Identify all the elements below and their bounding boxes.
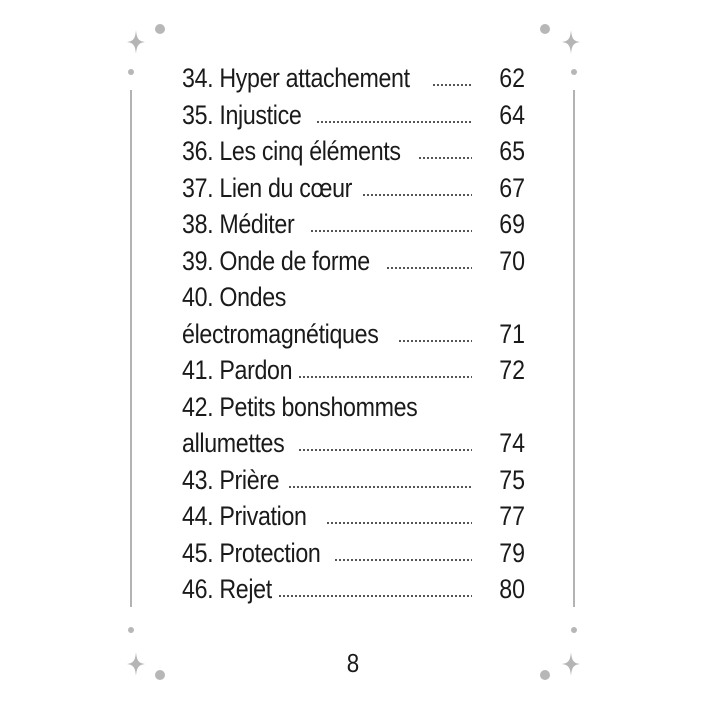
toc-entry: [182, 133, 527, 170]
toc-entry-title: allumettes: [182, 425, 286, 461]
dot-leader: [362, 194, 472, 196]
toc-entry-page: 69: [499, 209, 525, 239]
toc-entry-page: 70: [499, 245, 525, 276]
toc-entry-page: 79: [499, 537, 525, 568]
toc-entry: [182, 498, 527, 535]
right-border-line: [573, 90, 575, 607]
toc-entry: [182, 97, 527, 134]
dot-leader: [278, 595, 472, 597]
toc-entry-title: 35. Injustice: [182, 97, 303, 133]
toc-entry: [182, 60, 527, 97]
toc-entry-title-first-line: 40. Ondes: [182, 279, 288, 315]
dot-leader: [310, 230, 472, 232]
toc-entry-page: 71: [499, 318, 525, 349]
dot-leader: [326, 522, 472, 524]
dot-leader: [334, 559, 472, 561]
toc-entry-title: 37. Lien du cœur: [182, 170, 354, 206]
bottom-left-small-dot: [128, 627, 134, 633]
toc-entry: [182, 425, 527, 462]
toc-entry: [182, 316, 527, 353]
toc-entry-page: 74: [499, 428, 525, 458]
toc-entry-title: 36. Les cinq éléments: [182, 133, 402, 169]
toc-entry-page: 62: [499, 63, 525, 93]
toc-entry: [182, 170, 527, 207]
table-of-contents: [182, 60, 527, 608]
toc-entry-title: 41. Pardon: [182, 352, 294, 388]
top-right-small-dot: [571, 69, 577, 75]
toc-entry-page: 80: [499, 574, 525, 604]
toc-entry-title: 39. Onde de forme: [182, 243, 371, 279]
dot-leader: [386, 267, 472, 269]
top-right-dot: [540, 24, 550, 34]
bottom-right-sparkle-icon: [562, 652, 580, 676]
dot-leader: [316, 121, 472, 123]
bottom-right-small-dot: [571, 627, 577, 633]
top-right-sparkle-icon: [562, 30, 580, 54]
left-border-line: [130, 90, 132, 607]
dot-leader: [418, 157, 472, 159]
toc-entry-page: 67: [499, 172, 525, 203]
toc-entry-page: 65: [499, 136, 525, 166]
top-left-small-dot: [128, 69, 134, 75]
toc-entry: [182, 206, 527, 243]
dot-leader: [398, 340, 472, 342]
toc-entry-title: 43. Prière: [182, 462, 281, 498]
dot-leader: [288, 486, 472, 488]
toc-entry-title: électromagnétiques: [182, 316, 380, 352]
dot-leader: [298, 376, 472, 378]
toc-entry: [182, 352, 527, 389]
bottom-left-dot: [155, 670, 165, 680]
toc-entry-title: 38. Méditer: [182, 206, 296, 242]
toc-entry-page: 72: [499, 355, 525, 385]
dot-leader: [298, 449, 472, 451]
toc-entry-page: 77: [499, 501, 525, 531]
toc-entry: [182, 571, 527, 608]
bottom-right-dot: [540, 670, 550, 680]
toc-entry-title: 44. Privation: [182, 498, 308, 534]
toc-entry-title: 46. Rejet: [182, 571, 274, 607]
toc-entry-title: 34. Hyper attachement: [182, 60, 411, 96]
toc-entry-title: 45. Protection: [182, 535, 322, 571]
toc-entry-title-first-line: 42. Petits bonshommes: [182, 389, 419, 425]
toc-entry: [182, 243, 527, 280]
top-left-dot: [155, 24, 165, 34]
toc-entry-first-line: [182, 389, 527, 426]
toc-entry: [182, 535, 527, 572]
toc-entry: [182, 462, 527, 499]
toc-entry-page: 64: [499, 99, 525, 130]
bottom-left-sparkle-icon: [127, 652, 145, 676]
toc-entry-first-line: [182, 279, 527, 316]
top-left-sparkle-icon: [127, 30, 145, 54]
dot-leader: [432, 84, 472, 86]
toc-entry-page: 75: [499, 464, 525, 495]
page-number: 8: [346, 648, 360, 678]
